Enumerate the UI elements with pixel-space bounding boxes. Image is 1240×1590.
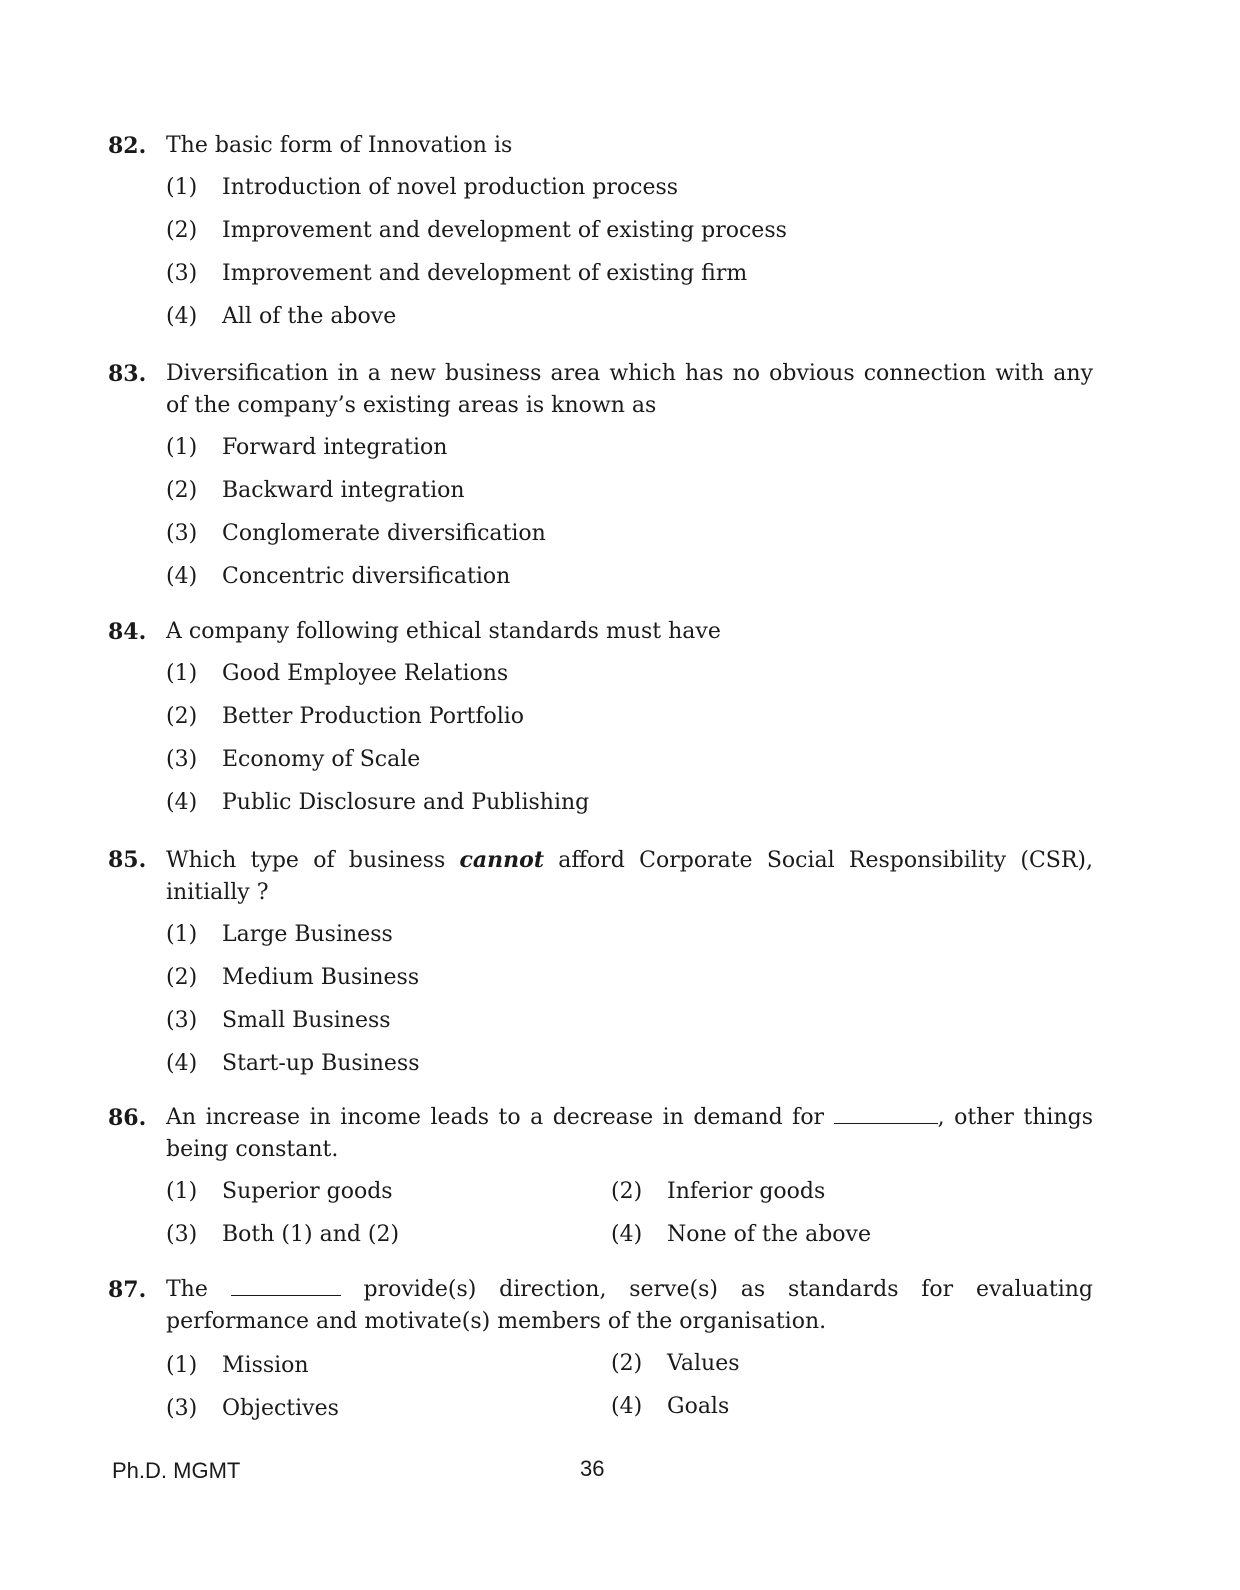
answer-blank (834, 1105, 938, 1124)
options-list (166, 1166, 1093, 1256)
option: (4) Public Disclosure and Publishing (166, 790, 590, 815)
question-number: 87. (108, 1277, 147, 1303)
option: (2) Medium Business (166, 965, 420, 990)
question-82 (108, 130, 1093, 334)
question-86 (108, 1102, 1093, 1256)
option: (4) Concentric diversification (166, 564, 511, 589)
option: (3) Conglomerate diversification (166, 521, 546, 546)
option: (4) All of the above (166, 304, 397, 329)
question-number: 85. (108, 847, 147, 873)
options-list (166, 422, 1093, 594)
option: (2) Backward integration (166, 478, 465, 503)
question-text: The basic form of Innovation is (166, 133, 513, 158)
page-number: 36 (580, 1456, 605, 1481)
question-85 (108, 844, 1093, 1081)
option: (3) Objectives (166, 1396, 339, 1421)
option: (1) Good Employee Relations (166, 661, 509, 686)
option: (2) Inferior goods (611, 1179, 826, 1204)
options-list (166, 162, 1093, 334)
option: (4) None of the above (611, 1222, 871, 1247)
option: (3) Both (1) and (2) (166, 1222, 400, 1247)
option: (1) Introduction of novel production process (166, 175, 679, 200)
question-84 (108, 616, 1093, 820)
option: (1) Large Business (166, 922, 393, 947)
option: (1) Forward integration (166, 435, 448, 460)
option: (4) Start-up Business (166, 1051, 420, 1076)
option: (1) Mission (166, 1353, 309, 1378)
question-number: 84. (108, 619, 147, 645)
options-list (166, 1338, 1093, 1428)
option: (4) Goals (611, 1394, 730, 1419)
options-list (166, 648, 1093, 820)
option: (3) Economy of Scale (166, 747, 421, 772)
question-87 (108, 1274, 1093, 1428)
question-text: Which type of business cannot afford Corporate Social Responsibility (CSR), initially ? (166, 847, 1093, 905)
question-text: Diversification in a new business area which has no obvious connection with any of the company’s existing areas is known as (166, 361, 1093, 418)
option: (3) Improvement and development of existing firm (166, 261, 748, 286)
option: (1) Superior goods (166, 1179, 393, 1204)
question-number: 83. (108, 361, 147, 387)
answer-blank (231, 1277, 341, 1296)
option: (3) Small Business (166, 1008, 391, 1033)
options-list (166, 909, 1093, 1081)
option: (2) Better Production Portfolio (166, 704, 525, 729)
question-text: An increase in income leads to a decrease in demand for , other things being constant. (166, 1105, 1093, 1162)
question-text: The provide(s) direction, serve(s) as standards for evaluating performance and motivate(s) members of the organisation. (166, 1277, 1093, 1334)
option: (2) Improvement and development of existing process (166, 218, 787, 243)
question-text: A company following ethical standards must have (166, 619, 721, 644)
emphasis-word: cannot (459, 847, 544, 873)
question-83 (108, 358, 1093, 594)
question-number: 82. (108, 133, 147, 159)
footer-exam-code: Ph.D. MGMT (112, 1458, 241, 1483)
question-number: 86. (108, 1105, 147, 1131)
option: (2) Values (611, 1351, 740, 1376)
